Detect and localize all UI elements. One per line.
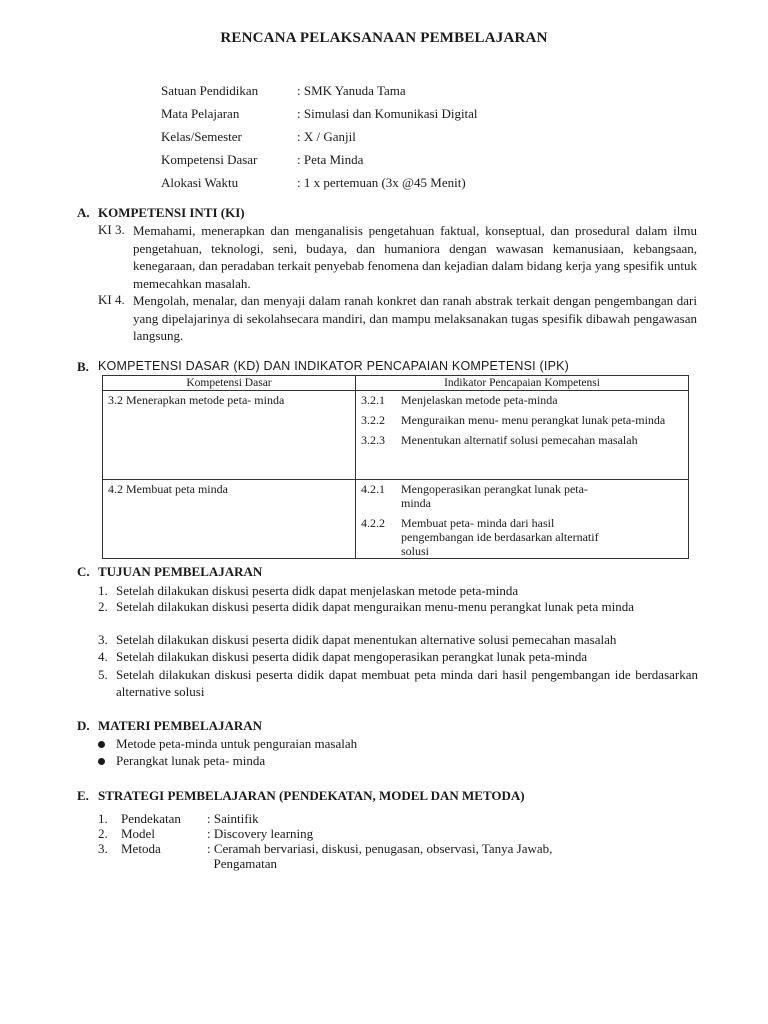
list-item (98, 666, 698, 700)
strategy-value: : Ceramah bervariasi, diskusi, penugasan, observasi, Tanya Jawab, (207, 841, 553, 856)
strategy-value: : Discovery learning (207, 826, 314, 841)
indicator-item (361, 516, 683, 558)
indicator-number: 3.2.1 (361, 393, 385, 407)
kd-ipk-table (102, 375, 689, 559)
indicator-item (361, 482, 683, 510)
info-value: : X / Ganjil (297, 129, 356, 144)
list-text: Setelah dilakukan diskusi peserta didik dapat membuat peta minda dari hasil pengembangan ide berdasarkan alternative solusi (116, 667, 698, 699)
list-text: Setelah dilakukan diskusi peserta didik dapat mengoperasikan perangkat lunak peta-minda (116, 649, 588, 664)
list-text: Setelah dilakukan diskusi peserta didk dapat menjelaskan metode peta-minda (116, 583, 519, 598)
strategy-item (98, 826, 627, 841)
indicator-item (361, 413, 683, 427)
list-item (98, 648, 698, 665)
list-number: 4. (98, 649, 108, 664)
section-a-title: KOMPETENSI INTI (KI) (98, 205, 245, 220)
strategy-key (121, 856, 207, 871)
table-header-row (103, 376, 689, 391)
indicator-number: 4.2.2 (361, 516, 385, 530)
info-value: : Peta Minda (297, 152, 364, 167)
info-value: : 1 x pertemuan (3x @45 Menit) (297, 175, 466, 190)
table-row (103, 391, 689, 480)
list-number: 3. (98, 632, 108, 647)
indicator-item (361, 393, 683, 407)
bullet-item (98, 753, 265, 769)
section-c-letter: C. (77, 564, 90, 579)
indicator-text: Membuat peta- minda dari hasil pengembangan ide berdasarkan alternatif solusi (401, 516, 599, 558)
ki3-label: KI 3. (98, 222, 125, 237)
section-e-letter: E. (77, 788, 89, 803)
ki3-text: Memahami, menerapkan dan menganalisis pengetahuan faktual, konseptual, dan prosedural dalam ilmu pengetahuan, teknologi, seni, budaya, dan humaniora dengan wawasan kemanusiaan, kebangsaan, kenegaraan, dan peradaban terkait penyebab fenomena dan kejadian dalam bidang kerja yang spesifik untuk memecahkan masalah. (133, 223, 697, 291)
strategy-value: Pengamatan (207, 856, 278, 871)
list-text: Setelah dilakukan diskusi peserta didik dapat menguraikan menu-menu perangkat lunak peta minda (116, 599, 635, 614)
info-label: Kompetensi Dasar (161, 152, 258, 167)
info-label: Alokasi Waktu (161, 175, 239, 190)
strategy-value: : Saintifik (207, 811, 259, 826)
strategy-key: Metoda (121, 841, 161, 856)
info-label: Satuan Pendidikan (161, 83, 259, 98)
bullet-text: Metode peta-minda untuk penguraian masalah (116, 736, 358, 751)
section-a-letter: A. (77, 205, 90, 220)
list-text: Setelah dilakukan diskusi peserta didik dapat menentukan alternative solusi pemecahan masalah (116, 632, 617, 647)
info-value: : Simulasi dan Komunikasi Digital (297, 106, 478, 121)
indicator-text: Menguraikan menu- menu perangkat lunak peta-minda (401, 413, 666, 427)
info-label: Kelas/Semester (161, 129, 242, 144)
strategy-number: 2. (98, 826, 108, 841)
strategy-key: Model (121, 826, 155, 841)
list-item (98, 631, 698, 648)
list-number: 5. (98, 667, 108, 682)
ipk-cell (356, 391, 689, 480)
info-value: : SMK Yanuda Tama (297, 83, 406, 98)
bullet-icon (98, 758, 105, 765)
ki4-label: KI 4. (98, 292, 125, 307)
strategy-item (98, 811, 627, 826)
table-header-kd: Kompetensi Dasar (103, 376, 356, 391)
list-item (98, 582, 698, 599)
section-c-title: TUJUAN PEMBELAJARAN (98, 564, 263, 579)
section-b-title: KOMPETENSI DASAR (KD) DAN INDIKATOR PENCAPAIAN KOMPETENSI (IPK) (98, 359, 570, 373)
section-e-title: STRATEGI PEMBELAJARAN (PENDEKATAN, MODEL DAN METODA) (98, 788, 525, 803)
bullet-text: Perangkat lunak peta- minda (116, 753, 266, 768)
indicator-number: 3.2.2 (361, 413, 385, 427)
kd-cell: 3.2 Menerapkan metode peta- minda (103, 391, 356, 480)
section-d-letter: D. (77, 718, 90, 733)
indicator-number: 4.2.1 (361, 482, 385, 496)
ipk-cell (356, 480, 689, 559)
kd-cell: 4.2 Membuat peta minda (103, 480, 356, 559)
ki4-text: Mengolah, menalar, dan menyaji dalam ranah konkret dan ranah abstrak terkait dengan pengembangan dari yang dipelajarinya di sekolahsecara mandiri, dan mampu melaksanakan tugas spesifik dibawah pengawasan langsung. (133, 293, 697, 343)
table-header-ipk: Indikator Pencapaian Kompetensi (356, 376, 689, 391)
strategy-key: Pendekatan (121, 811, 181, 826)
section-d-title: MATERI PEMBELAJARAN (98, 718, 263, 733)
indicator-number: 3.2.3 (361, 433, 385, 447)
bullet-item (98, 736, 357, 752)
strategy-number: 1. (98, 811, 108, 826)
strategy-item (98, 841, 627, 856)
strategy-number: 3. (98, 841, 108, 856)
bullet-icon (98, 741, 105, 748)
indicator-text: Menjelaskan metode peta-minda (401, 393, 558, 407)
strategy-item (98, 856, 627, 871)
strategy-number (98, 856, 121, 871)
indicator-text: Mengoperasikan perangkat lunak peta-minda (401, 482, 588, 510)
section-b-letter: B. (77, 359, 89, 374)
document-title: RENCANA PELAKSANAAN PEMBELAJARAN (220, 30, 548, 46)
list-item (98, 598, 698, 615)
list-number: 2. (98, 599, 108, 614)
indicator-text: Menentukan alternatif solusi pemecahan masalah (401, 433, 638, 447)
info-label: Mata Pelajaran (161, 106, 240, 121)
table-row (103, 480, 689, 559)
indicator-item (361, 433, 683, 447)
list-number: 1. (98, 583, 108, 598)
